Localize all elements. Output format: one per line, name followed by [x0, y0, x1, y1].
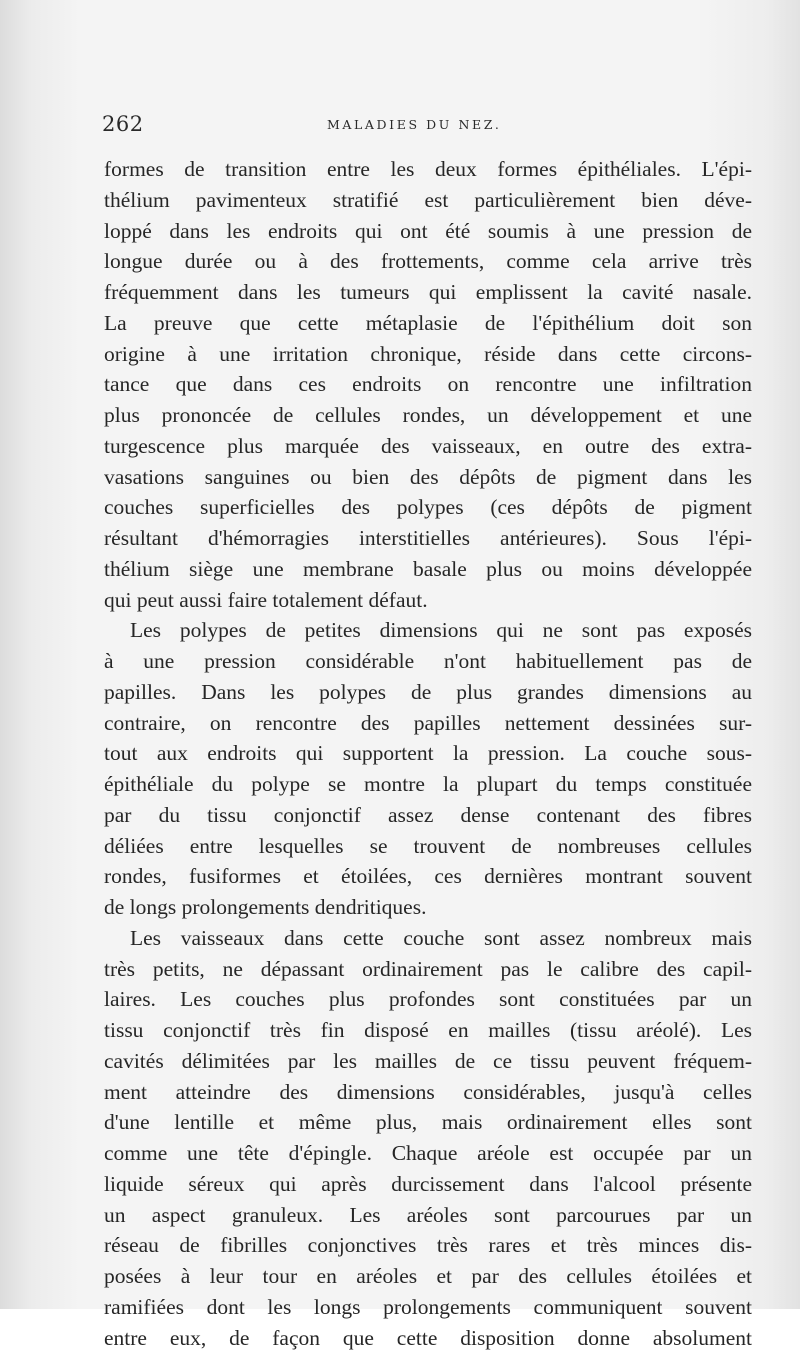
text-line: très petits, ne dépassant ordinairement pas le calibre des capil-	[104, 954, 752, 985]
text-line: liquide séreux qui après durcissement dans l'alcool présente	[104, 1169, 752, 1200]
text-line: Les vaisseaux dans cette couche sont assez nombreux mais	[104, 923, 752, 954]
text-line: longue durée ou à des frottements, comme cela arrive très	[104, 246, 752, 277]
text-line: thélium pavimenteux stratifié est particulièrement bien déve-	[104, 185, 752, 216]
text-line: contraire, on rencontre des papilles nettement dessinées sur-	[104, 708, 752, 739]
text-line: par du tissu conjonctif assez dense contenant des fibres	[104, 800, 752, 831]
text-line: vasations sanguines ou bien des dépôts de pigment dans les	[104, 462, 752, 493]
text-line: résultant d'hémorragies interstitielles antérieures). Sous l'épi-	[104, 523, 752, 554]
text-line: réseau de fibrilles conjonctives très rares et très minces dis-	[104, 1230, 752, 1261]
text-line: qui peut aussi faire totalement défaut.	[104, 585, 752, 616]
text-line: La preuve que cette métaplasie de l'épithélium doit son	[104, 308, 752, 339]
text-line: épithéliale du polype se montre la plupart du temps constituée	[104, 769, 752, 800]
text-line: d'une lentille et même plus, mais ordinairement elles sont	[104, 1107, 752, 1138]
text-line: posées à leur tour en aréoles et par des cellules étoilées et	[104, 1261, 752, 1292]
text-line: un aspect granuleux. Les aréoles sont parcourues par un	[104, 1200, 752, 1231]
text-line: ment atteindre des dimensions considérables, jusqu'à celles	[104, 1077, 752, 1108]
text-line: turgescence plus marquée des vaisseaux, en outre des extra-	[104, 431, 752, 462]
text-line: papilles. Dans les polypes de plus grandes dimensions au	[104, 677, 752, 708]
text-line: tance que dans ces endroits on rencontre une infiltration	[104, 369, 752, 400]
text-line: loppé dans les endroits qui ont été soumis à une pression de	[104, 216, 752, 247]
text-line: fréquemment dans les tumeurs qui emplissent la cavité nasale.	[104, 277, 752, 308]
text-line: de longs prolongements dendritiques.	[104, 892, 752, 923]
text-line: laires. Les couches plus profondes sont constituées par un	[104, 984, 752, 1015]
body-text	[104, 154, 752, 1353]
text-line: couches superficielles des polypes (ces dépôts de pigment	[104, 492, 752, 523]
text-line: plus prononcée de cellules rondes, un développement et une	[104, 400, 752, 431]
text-line: tissu conjonctif très fin disposé en mailles (tissu aréolé). Les	[104, 1015, 752, 1046]
text-line: thélium siège une membrane basale plus ou moins développée	[104, 554, 752, 585]
text-line: origine à une irritation chronique, réside dans cette circons-	[104, 339, 752, 370]
text-line: ramifiées dont les longs prolongements communiquent souvent	[104, 1292, 752, 1323]
text-line: formes de transition entre les deux formes épithéliales. L'épi-	[104, 154, 752, 185]
text-line: rondes, fusiformes et étoilées, ces dernières montrant souvent	[104, 861, 752, 892]
page-number: 262	[102, 112, 144, 136]
text-line: déliées entre lesquelles se trouvent de nombreuses cellules	[104, 831, 752, 862]
text-line: à une pression considérable n'ont habituellement pas de	[104, 646, 752, 677]
text-line: entre eux, de façon que cette disposition donne absolument	[104, 1323, 752, 1353]
text-line: tout aux endroits qui supportent la pression. La couche sous-	[104, 738, 752, 769]
text-line: cavités délimitées par les mailles de ce tissu peuvent fréquem-	[104, 1046, 752, 1077]
text-line: Les polypes de petites dimensions qui ne sont pas exposés	[104, 615, 752, 646]
page-header	[102, 112, 752, 142]
text-line: comme une tête d'épingle. Chaque aréole est occupée par un	[104, 1138, 752, 1169]
running-title: MALADIES DU NEZ.	[327, 117, 501, 132]
